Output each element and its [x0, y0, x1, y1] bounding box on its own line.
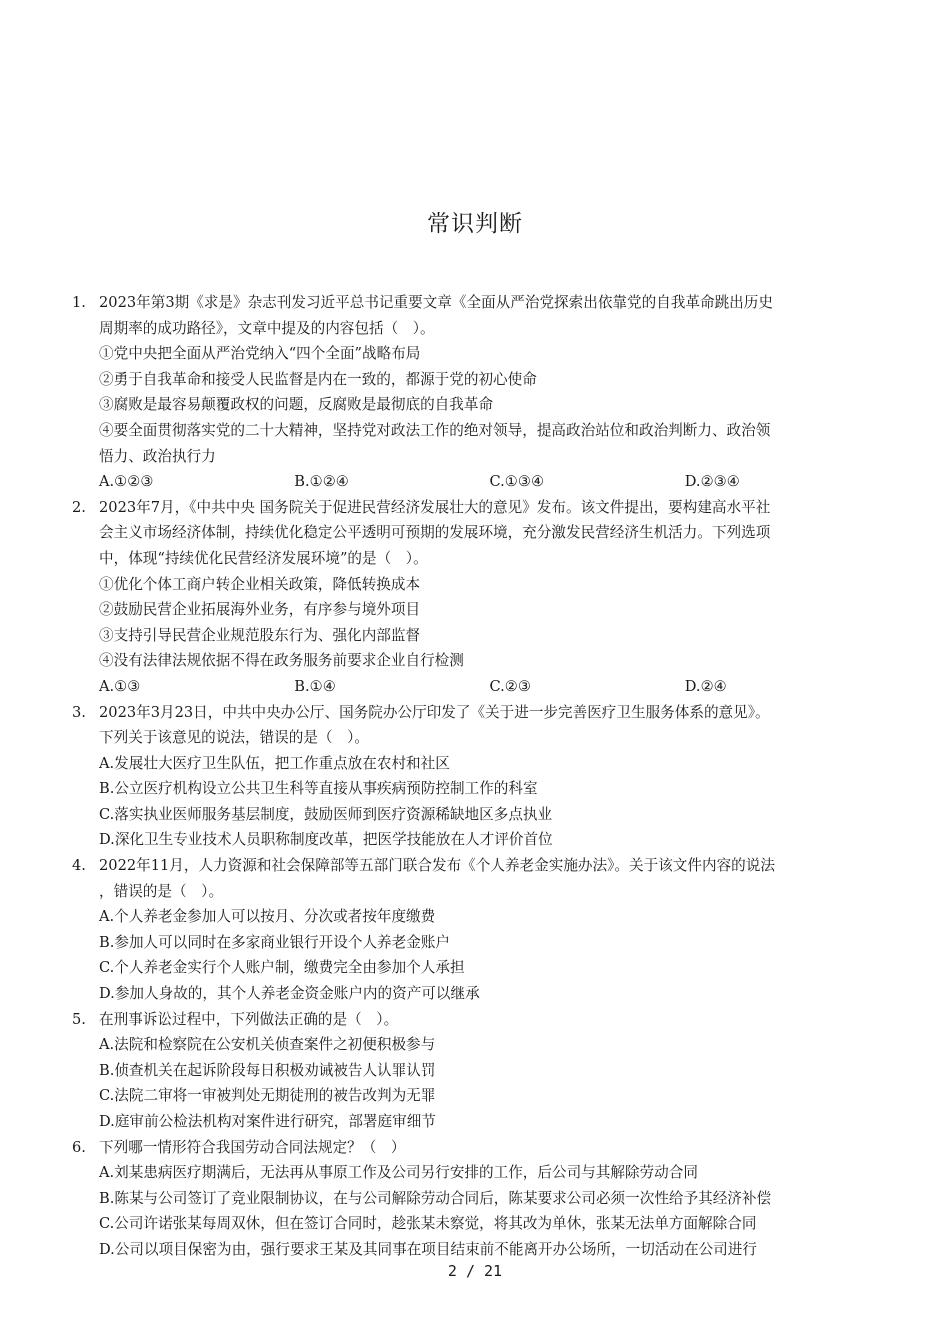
question-4 [72, 853, 880, 1007]
option-c[interactable]: C.个人养老金实行个人账户制，缴费完全由参加个人承担 [99, 959, 465, 977]
question-number: 1. [72, 294, 86, 311]
question-stem-line: 中，体现“持续优化民营经济发展环境”的是（ ）。 [99, 549, 428, 567]
question-stem-line: 下列关于该意见的说法，错误的是（ ）。 [99, 729, 369, 747]
question-stem-line: 2023年3月23日，中共中央办公厅、国务院办公厅印发了《关于进一步完善医疗卫生服务体系的意见》。 [99, 703, 770, 721]
question-number: 6. [72, 1138, 86, 1156]
statement: ④没有法律法规依据不得在政务服务前要求企业自行检测 [99, 652, 464, 670]
option-b[interactable]: B.公立医疗机构设立公共卫生科等直接从事疾病预防控制工作的科室 [99, 780, 538, 798]
option-b[interactable]: B.参加人可以同时在多家商业银行开设个人养老金账户 [99, 933, 451, 951]
option-c[interactable]: C.公司许诺张某每周双休，但在签订合同时，趁张某未察觉，将其改为单休，张某无法单方面解除合同 [99, 1215, 757, 1233]
statement: ②勇于自我革命和接受人民监督是内在一致的，都源于党的初心使命 [99, 370, 537, 388]
statement: ②鼓励民营企业拓展海外业务，有序参与境外项目 [99, 601, 421, 619]
statement: ①党中央把全面从严治党纳入“四个全面”战略布局 [99, 345, 421, 363]
option-d[interactable]: D.②③④ [684, 473, 740, 491]
statement: ③支持引导民营企业规范股东行为、强化内部监督 [99, 626, 421, 644]
question-stem-line: 2022年11月，人力资源和社会保障部等五部门联合发布《个人养老金实施办法》。关于该文件内容的说法 [99, 857, 775, 875]
question-5 [72, 1007, 880, 1135]
option-b[interactable]: B.①②④ [294, 473, 349, 491]
question-stem-line: 下列哪一情形符合我国劳动合同法规定？（ ） [99, 1138, 406, 1156]
option-a[interactable]: A.①③ [99, 677, 141, 695]
question-list [72, 290, 880, 1263]
option-d[interactable]: D.公司以项目保密为由，强行要求王某及其同事在项目结束前不能离开办公场所，一切活动在公司进行 [99, 1240, 757, 1258]
question-number: 2. [72, 498, 86, 516]
option-b[interactable]: B.侦查机关在起诉阶段每日积极劝诫被告人认罪认罚 [99, 1061, 436, 1079]
options-row [99, 469, 880, 495]
question-3 [72, 700, 880, 854]
option-a[interactable]: A.个人养老金参加人可以按月、分次或者按年度缴费 [99, 908, 436, 926]
question-number: 3. [72, 703, 86, 721]
options-row [99, 674, 880, 700]
statement: ①优化个体工商户转企业相关政策，降低转换成本 [99, 575, 421, 593]
question-stem-line: ，错误的是（ ）。 [99, 882, 224, 900]
page-title: 常识判断 [427, 211, 523, 237]
option-d[interactable]: D.②④ [684, 677, 727, 695]
option-a[interactable]: A.刘某患病医疗期满后，无法再从事原工作及公司另行安排的工作，后公司与其解除劳动合同 [99, 1164, 698, 1182]
option-d[interactable]: D.参加人身故的，其个人养老金资金账户内的资产可以继承 [99, 985, 480, 1003]
question-number: 4. [72, 857, 86, 875]
option-c[interactable]: C.①③④ [489, 473, 545, 491]
option-b[interactable]: B.陈某与公司签订了竞业限制协议，在与公司解除劳动合同后，陈某要求公司必须一次性给予其经济补偿 [99, 1189, 772, 1207]
option-c[interactable]: C.落实执业医师服务基层制度，鼓励医师到医疗资源稀缺地区多点执业 [99, 805, 553, 823]
question-2 [72, 495, 880, 700]
question-stem-line: 2023年7月，《中共中央 国务院关于促进民营经济发展壮大的意见》发布。该文件提出，要构建高水平社 [99, 498, 771, 516]
option-d[interactable]: D.深化卫生专业技术人员职称制度改革，把医学技能放在人才评价首位 [99, 831, 553, 849]
question-1 [72, 290, 880, 495]
question-6 [72, 1135, 880, 1263]
option-c[interactable]: C.法院二审将一审被判处无期徒刑的被告改判为无罪 [99, 1087, 436, 1105]
page-number: 2 / 21 [447, 1262, 503, 1280]
question-stem-line: 会主义市场经济体制，持续优化稳定公平透明可预期的发展环境，充分激发民营经济生机活力。下列选项 [99, 524, 771, 542]
option-a[interactable]: A.法院和检察院在公安机关侦查案件之初便积极参与 [99, 1036, 436, 1054]
option-a[interactable]: A.发展壮大医疗卫生队伍，把工作重点放在农村和社区 [99, 754, 450, 772]
question-stem-line: 周期率的成功路径》，文章中提及的内容包括（ ）。 [99, 319, 435, 337]
question-stem-line: 在刑事诉讼过程中，下列做法正确的是（ ）。 [99, 1010, 399, 1028]
statement: 悟力、政治执行力 [99, 447, 216, 465]
option-d[interactable]: D.庭审前公检法机构对案件进行研究，部署庭审细节 [99, 1113, 436, 1130]
statement: ③腐败是最容易颠覆政权的问题，反腐败是最彻底的自我革命 [99, 396, 494, 414]
option-b[interactable]: B.①④ [294, 677, 336, 695]
option-c[interactable]: C.②③ [489, 677, 531, 695]
question-number: 5. [72, 1010, 86, 1028]
statement: ④要全面贯彻落实党的二十大精神，坚持党对政法工作的绝对领导，提高政治站位和政治判断力、政治领 [99, 421, 771, 439]
option-a[interactable]: A.①②③ [99, 473, 154, 491]
question-stem-line: 2023年第3期《求是》杂志刊发习近平总书记重要文章《全面从严治党探索出依靠党的自我革命跳出历史 [99, 294, 773, 311]
